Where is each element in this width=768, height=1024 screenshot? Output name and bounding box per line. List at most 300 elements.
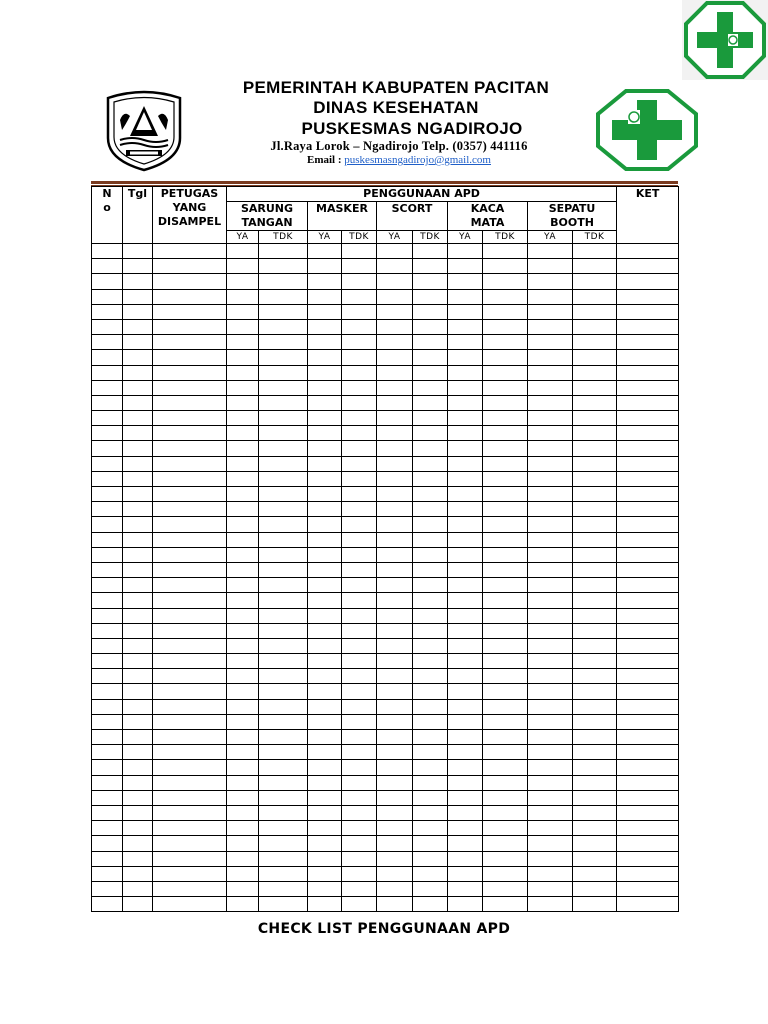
table-cell[interactable] bbox=[123, 487, 153, 502]
table-cell[interactable] bbox=[259, 502, 308, 517]
table-cell[interactable] bbox=[153, 562, 227, 577]
table-cell[interactable] bbox=[227, 805, 259, 820]
table-cell[interactable] bbox=[573, 760, 617, 775]
table-cell[interactable] bbox=[342, 502, 377, 517]
table-cell[interactable] bbox=[342, 638, 377, 653]
table-cell[interactable] bbox=[308, 350, 342, 365]
table-cell[interactable] bbox=[92, 259, 123, 274]
table-cell[interactable] bbox=[259, 699, 308, 714]
table-cell[interactable] bbox=[227, 775, 259, 790]
table-cell[interactable] bbox=[617, 244, 679, 259]
table-cell[interactable] bbox=[92, 319, 123, 334]
table-cell[interactable] bbox=[528, 335, 573, 350]
table-cell[interactable] bbox=[448, 319, 483, 334]
table-cell[interactable] bbox=[573, 851, 617, 866]
table-cell[interactable] bbox=[153, 532, 227, 547]
table-cell[interactable] bbox=[377, 654, 413, 669]
table-cell[interactable] bbox=[528, 471, 573, 486]
table-cell[interactable] bbox=[377, 350, 413, 365]
table-cell[interactable] bbox=[92, 897, 123, 912]
table-cell[interactable] bbox=[573, 745, 617, 760]
table-cell[interactable] bbox=[528, 274, 573, 289]
table-cell[interactable] bbox=[259, 350, 308, 365]
table-cell[interactable] bbox=[92, 821, 123, 836]
table-cell[interactable] bbox=[377, 866, 413, 881]
table-cell[interactable] bbox=[448, 669, 483, 684]
table-cell[interactable] bbox=[483, 730, 528, 745]
table-cell[interactable] bbox=[342, 866, 377, 881]
table-cell[interactable] bbox=[153, 517, 227, 532]
table-cell[interactable] bbox=[342, 244, 377, 259]
table-cell[interactable] bbox=[227, 259, 259, 274]
table-cell[interactable] bbox=[342, 851, 377, 866]
table-cell[interactable] bbox=[308, 684, 342, 699]
table-cell[interactable] bbox=[377, 502, 413, 517]
table-cell[interactable] bbox=[413, 411, 448, 426]
table-cell[interactable] bbox=[573, 244, 617, 259]
table-cell[interactable] bbox=[483, 593, 528, 608]
table-cell[interactable] bbox=[483, 441, 528, 456]
table-cell[interactable] bbox=[448, 471, 483, 486]
table-cell[interactable] bbox=[573, 562, 617, 577]
table-cell[interactable] bbox=[617, 593, 679, 608]
table-cell[interactable] bbox=[413, 790, 448, 805]
table-cell[interactable] bbox=[413, 821, 448, 836]
table-cell[interactable] bbox=[123, 669, 153, 684]
table-cell[interactable] bbox=[92, 654, 123, 669]
table-cell[interactable] bbox=[573, 304, 617, 319]
table-cell[interactable] bbox=[448, 881, 483, 896]
table-cell[interactable] bbox=[308, 745, 342, 760]
table-cell[interactable] bbox=[123, 471, 153, 486]
table-cell[interactable] bbox=[528, 395, 573, 410]
table-cell[interactable] bbox=[227, 562, 259, 577]
table-cell[interactable] bbox=[92, 836, 123, 851]
table-cell[interactable] bbox=[259, 547, 308, 562]
table-cell[interactable] bbox=[259, 289, 308, 304]
table-cell[interactable] bbox=[448, 821, 483, 836]
table-cell[interactable] bbox=[483, 866, 528, 881]
table-cell[interactable] bbox=[123, 593, 153, 608]
table-cell[interactable] bbox=[377, 638, 413, 653]
table-cell[interactable] bbox=[377, 623, 413, 638]
table-cell[interactable] bbox=[448, 654, 483, 669]
table-cell[interactable] bbox=[573, 259, 617, 274]
table-cell[interactable] bbox=[92, 669, 123, 684]
table-cell[interactable] bbox=[92, 487, 123, 502]
table-cell[interactable] bbox=[259, 274, 308, 289]
table-cell[interactable] bbox=[413, 623, 448, 638]
table-cell[interactable] bbox=[617, 881, 679, 896]
table-cell[interactable] bbox=[92, 335, 123, 350]
table-cell[interactable] bbox=[308, 426, 342, 441]
table-cell[interactable] bbox=[617, 638, 679, 653]
table-cell[interactable] bbox=[483, 714, 528, 729]
table-cell[interactable] bbox=[308, 547, 342, 562]
table-cell[interactable] bbox=[308, 805, 342, 820]
table-cell[interactable] bbox=[413, 684, 448, 699]
table-cell[interactable] bbox=[259, 775, 308, 790]
table-cell[interactable] bbox=[308, 274, 342, 289]
table-cell[interactable] bbox=[259, 517, 308, 532]
table-cell[interactable] bbox=[227, 502, 259, 517]
table-cell[interactable] bbox=[528, 411, 573, 426]
table-cell[interactable] bbox=[483, 517, 528, 532]
table-cell[interactable] bbox=[92, 790, 123, 805]
table-cell[interactable] bbox=[413, 471, 448, 486]
table-cell[interactable] bbox=[377, 684, 413, 699]
table-cell[interactable] bbox=[308, 532, 342, 547]
table-cell[interactable] bbox=[259, 669, 308, 684]
table-cell[interactable] bbox=[227, 411, 259, 426]
table-cell[interactable] bbox=[528, 699, 573, 714]
table-cell[interactable] bbox=[528, 669, 573, 684]
table-cell[interactable] bbox=[342, 456, 377, 471]
table-cell[interactable] bbox=[123, 395, 153, 410]
table-cell[interactable] bbox=[259, 456, 308, 471]
table-cell[interactable] bbox=[573, 684, 617, 699]
table-cell[interactable] bbox=[377, 365, 413, 380]
table-cell[interactable] bbox=[342, 304, 377, 319]
table-cell[interactable] bbox=[308, 669, 342, 684]
table-cell[interactable] bbox=[342, 259, 377, 274]
table-cell[interactable] bbox=[573, 289, 617, 304]
table-cell[interactable] bbox=[342, 426, 377, 441]
table-cell[interactable] bbox=[227, 578, 259, 593]
table-cell[interactable] bbox=[528, 654, 573, 669]
table-cell[interactable] bbox=[259, 593, 308, 608]
table-cell[interactable] bbox=[342, 532, 377, 547]
email-link[interactable]: puskesmasngadirojo@gmail.com bbox=[344, 154, 491, 166]
table-cell[interactable] bbox=[227, 319, 259, 334]
table-cell[interactable] bbox=[377, 289, 413, 304]
table-cell[interactable] bbox=[448, 380, 483, 395]
table-cell[interactable] bbox=[92, 699, 123, 714]
table-cell[interactable] bbox=[259, 760, 308, 775]
table-cell[interactable] bbox=[123, 426, 153, 441]
table-cell[interactable] bbox=[342, 335, 377, 350]
table-cell[interactable] bbox=[259, 365, 308, 380]
table-cell[interactable] bbox=[259, 319, 308, 334]
table-cell[interactable] bbox=[448, 897, 483, 912]
table-cell[interactable] bbox=[259, 654, 308, 669]
table-cell[interactable] bbox=[92, 547, 123, 562]
table-cell[interactable] bbox=[227, 517, 259, 532]
table-cell[interactable] bbox=[448, 244, 483, 259]
table-cell[interactable] bbox=[308, 259, 342, 274]
table-cell[interactable] bbox=[153, 289, 227, 304]
table-cell[interactable] bbox=[413, 319, 448, 334]
table-cell[interactable] bbox=[123, 897, 153, 912]
table-cell[interactable] bbox=[448, 851, 483, 866]
table-cell[interactable] bbox=[308, 623, 342, 638]
table-cell[interactable] bbox=[573, 699, 617, 714]
table-cell[interactable] bbox=[528, 881, 573, 896]
table-cell[interactable] bbox=[483, 547, 528, 562]
table-cell[interactable] bbox=[259, 897, 308, 912]
table-cell[interactable] bbox=[342, 578, 377, 593]
table-cell[interactable] bbox=[227, 350, 259, 365]
table-cell[interactable] bbox=[528, 866, 573, 881]
table-cell[interactable] bbox=[259, 380, 308, 395]
table-cell[interactable] bbox=[573, 593, 617, 608]
table-cell[interactable] bbox=[617, 456, 679, 471]
table-cell[interactable] bbox=[308, 578, 342, 593]
table-cell[interactable] bbox=[573, 487, 617, 502]
table-cell[interactable] bbox=[342, 821, 377, 836]
table-cell[interactable] bbox=[377, 441, 413, 456]
table-cell[interactable] bbox=[573, 456, 617, 471]
table-cell[interactable] bbox=[308, 654, 342, 669]
table-cell[interactable] bbox=[342, 897, 377, 912]
table-cell[interactable] bbox=[153, 699, 227, 714]
table-cell[interactable] bbox=[483, 456, 528, 471]
table-cell[interactable] bbox=[342, 289, 377, 304]
table-cell[interactable] bbox=[92, 380, 123, 395]
table-cell[interactable] bbox=[308, 866, 342, 881]
table-cell[interactable] bbox=[227, 821, 259, 836]
table-cell[interactable] bbox=[483, 365, 528, 380]
table-cell[interactable] bbox=[377, 745, 413, 760]
table-cell[interactable] bbox=[342, 730, 377, 745]
table-cell[interactable] bbox=[528, 684, 573, 699]
table-cell[interactable] bbox=[342, 471, 377, 486]
table-cell[interactable] bbox=[617, 395, 679, 410]
table-cell[interactable] bbox=[227, 426, 259, 441]
table-cell[interactable] bbox=[377, 547, 413, 562]
table-cell[interactable] bbox=[483, 805, 528, 820]
table-cell[interactable] bbox=[92, 426, 123, 441]
table-cell[interactable] bbox=[448, 547, 483, 562]
table-cell[interactable] bbox=[413, 654, 448, 669]
table-cell[interactable] bbox=[308, 699, 342, 714]
table-cell[interactable] bbox=[92, 441, 123, 456]
table-cell[interactable] bbox=[123, 289, 153, 304]
table-cell[interactable] bbox=[92, 881, 123, 896]
table-cell[interactable] bbox=[483, 775, 528, 790]
table-cell[interactable] bbox=[259, 304, 308, 319]
table-cell[interactable] bbox=[153, 471, 227, 486]
table-cell[interactable] bbox=[308, 517, 342, 532]
table-cell[interactable] bbox=[377, 760, 413, 775]
table-cell[interactable] bbox=[123, 638, 153, 653]
table-cell[interactable] bbox=[617, 502, 679, 517]
table-cell[interactable] bbox=[483, 335, 528, 350]
table-cell[interactable] bbox=[528, 304, 573, 319]
table-cell[interactable] bbox=[308, 395, 342, 410]
table-cell[interactable] bbox=[227, 274, 259, 289]
table-cell[interactable] bbox=[342, 699, 377, 714]
table-cell[interactable] bbox=[123, 866, 153, 881]
table-cell[interactable] bbox=[483, 851, 528, 866]
table-cell[interactable] bbox=[617, 745, 679, 760]
table-cell[interactable] bbox=[153, 304, 227, 319]
table-cell[interactable] bbox=[259, 866, 308, 881]
table-cell[interactable] bbox=[528, 805, 573, 820]
table-cell[interactable] bbox=[448, 335, 483, 350]
table-cell[interactable] bbox=[573, 365, 617, 380]
table-cell[interactable] bbox=[342, 593, 377, 608]
table-cell[interactable] bbox=[153, 836, 227, 851]
table-cell[interactable] bbox=[227, 608, 259, 623]
table-cell[interactable] bbox=[483, 502, 528, 517]
table-cell[interactable] bbox=[308, 714, 342, 729]
table-cell[interactable] bbox=[153, 669, 227, 684]
table-cell[interactable] bbox=[123, 380, 153, 395]
table-cell[interactable] bbox=[413, 350, 448, 365]
table-cell[interactable] bbox=[153, 654, 227, 669]
table-cell[interactable] bbox=[153, 593, 227, 608]
table-cell[interactable] bbox=[92, 730, 123, 745]
table-cell[interactable] bbox=[123, 244, 153, 259]
table-cell[interactable] bbox=[483, 319, 528, 334]
table-cell[interactable] bbox=[528, 593, 573, 608]
table-cell[interactable] bbox=[483, 881, 528, 896]
table-cell[interactable] bbox=[448, 866, 483, 881]
table-cell[interactable] bbox=[528, 441, 573, 456]
table-cell[interactable] bbox=[377, 669, 413, 684]
table-cell[interactable] bbox=[377, 805, 413, 820]
table-cell[interactable] bbox=[92, 866, 123, 881]
table-cell[interactable] bbox=[377, 335, 413, 350]
table-cell[interactable] bbox=[573, 669, 617, 684]
table-cell[interactable] bbox=[483, 289, 528, 304]
table-cell[interactable] bbox=[92, 623, 123, 638]
table-cell[interactable] bbox=[413, 897, 448, 912]
table-cell[interactable] bbox=[573, 790, 617, 805]
table-cell[interactable] bbox=[377, 426, 413, 441]
table-cell[interactable] bbox=[528, 623, 573, 638]
table-cell[interactable] bbox=[342, 441, 377, 456]
table-cell[interactable] bbox=[573, 411, 617, 426]
table-cell[interactable] bbox=[308, 471, 342, 486]
table-cell[interactable] bbox=[123, 608, 153, 623]
table-cell[interactable] bbox=[123, 441, 153, 456]
table-cell[interactable] bbox=[92, 304, 123, 319]
table-cell[interactable] bbox=[123, 562, 153, 577]
table-cell[interactable] bbox=[377, 517, 413, 532]
table-cell[interactable] bbox=[259, 244, 308, 259]
table-cell[interactable] bbox=[573, 517, 617, 532]
table-cell[interactable] bbox=[528, 289, 573, 304]
table-cell[interactable] bbox=[573, 471, 617, 486]
table-cell[interactable] bbox=[483, 699, 528, 714]
table-cell[interactable] bbox=[153, 502, 227, 517]
table-cell[interactable] bbox=[528, 365, 573, 380]
table-cell[interactable] bbox=[448, 532, 483, 547]
table-cell[interactable] bbox=[123, 745, 153, 760]
table-cell[interactable] bbox=[153, 881, 227, 896]
table-cell[interactable] bbox=[308, 821, 342, 836]
table-cell[interactable] bbox=[123, 654, 153, 669]
table-cell[interactable] bbox=[153, 866, 227, 881]
table-cell[interactable] bbox=[123, 274, 153, 289]
table-cell[interactable] bbox=[123, 350, 153, 365]
table-cell[interactable] bbox=[573, 730, 617, 745]
table-cell[interactable] bbox=[92, 593, 123, 608]
table-cell[interactable] bbox=[573, 881, 617, 896]
table-cell[interactable] bbox=[448, 426, 483, 441]
table-cell[interactable] bbox=[92, 684, 123, 699]
table-cell[interactable] bbox=[342, 562, 377, 577]
table-cell[interactable] bbox=[573, 654, 617, 669]
table-cell[interactable] bbox=[227, 669, 259, 684]
table-cell[interactable] bbox=[308, 775, 342, 790]
table-cell[interactable] bbox=[413, 881, 448, 896]
table-cell[interactable] bbox=[227, 487, 259, 502]
table-cell[interactable] bbox=[617, 441, 679, 456]
table-cell[interactable] bbox=[483, 608, 528, 623]
table-cell[interactable] bbox=[483, 471, 528, 486]
table-cell[interactable] bbox=[123, 456, 153, 471]
table-cell[interactable] bbox=[617, 866, 679, 881]
table-cell[interactable] bbox=[483, 821, 528, 836]
table-cell[interactable] bbox=[617, 714, 679, 729]
table-cell[interactable] bbox=[413, 289, 448, 304]
table-cell[interactable] bbox=[153, 790, 227, 805]
table-cell[interactable] bbox=[617, 578, 679, 593]
table-cell[interactable] bbox=[308, 760, 342, 775]
table-cell[interactable] bbox=[413, 866, 448, 881]
table-cell[interactable] bbox=[448, 487, 483, 502]
table-cell[interactable] bbox=[413, 456, 448, 471]
table-cell[interactable] bbox=[617, 259, 679, 274]
table-cell[interactable] bbox=[573, 532, 617, 547]
table-cell[interactable] bbox=[153, 319, 227, 334]
table-cell[interactable] bbox=[377, 304, 413, 319]
table-cell[interactable] bbox=[377, 593, 413, 608]
table-cell[interactable] bbox=[377, 897, 413, 912]
table-cell[interactable] bbox=[528, 487, 573, 502]
table-cell[interactable] bbox=[153, 851, 227, 866]
table-cell[interactable] bbox=[227, 244, 259, 259]
table-cell[interactable] bbox=[448, 684, 483, 699]
table-cell[interactable] bbox=[483, 623, 528, 638]
table-cell[interactable] bbox=[308, 319, 342, 334]
table-cell[interactable] bbox=[123, 775, 153, 790]
table-cell[interactable] bbox=[377, 699, 413, 714]
table-cell[interactable] bbox=[573, 836, 617, 851]
table-cell[interactable] bbox=[377, 851, 413, 866]
table-cell[interactable] bbox=[377, 411, 413, 426]
table-cell[interactable] bbox=[227, 851, 259, 866]
table-cell[interactable] bbox=[259, 805, 308, 820]
table-cell[interactable] bbox=[259, 578, 308, 593]
table-cell[interactable] bbox=[573, 638, 617, 653]
table-cell[interactable] bbox=[573, 608, 617, 623]
table-cell[interactable] bbox=[448, 745, 483, 760]
table-cell[interactable] bbox=[123, 411, 153, 426]
table-cell[interactable] bbox=[413, 487, 448, 502]
table-cell[interactable] bbox=[573, 395, 617, 410]
table-cell[interactable] bbox=[227, 730, 259, 745]
table-cell[interactable] bbox=[259, 881, 308, 896]
table-cell[interactable] bbox=[483, 426, 528, 441]
table-cell[interactable] bbox=[92, 456, 123, 471]
table-cell[interactable] bbox=[308, 851, 342, 866]
table-cell[interactable] bbox=[308, 411, 342, 426]
table-cell[interactable] bbox=[617, 365, 679, 380]
table-cell[interactable] bbox=[483, 411, 528, 426]
table-cell[interactable] bbox=[153, 456, 227, 471]
table-cell[interactable] bbox=[227, 395, 259, 410]
table-cell[interactable] bbox=[259, 836, 308, 851]
table-cell[interactable] bbox=[573, 441, 617, 456]
table-cell[interactable] bbox=[413, 395, 448, 410]
table-cell[interactable] bbox=[92, 745, 123, 760]
table-cell[interactable] bbox=[227, 654, 259, 669]
table-cell[interactable] bbox=[377, 532, 413, 547]
